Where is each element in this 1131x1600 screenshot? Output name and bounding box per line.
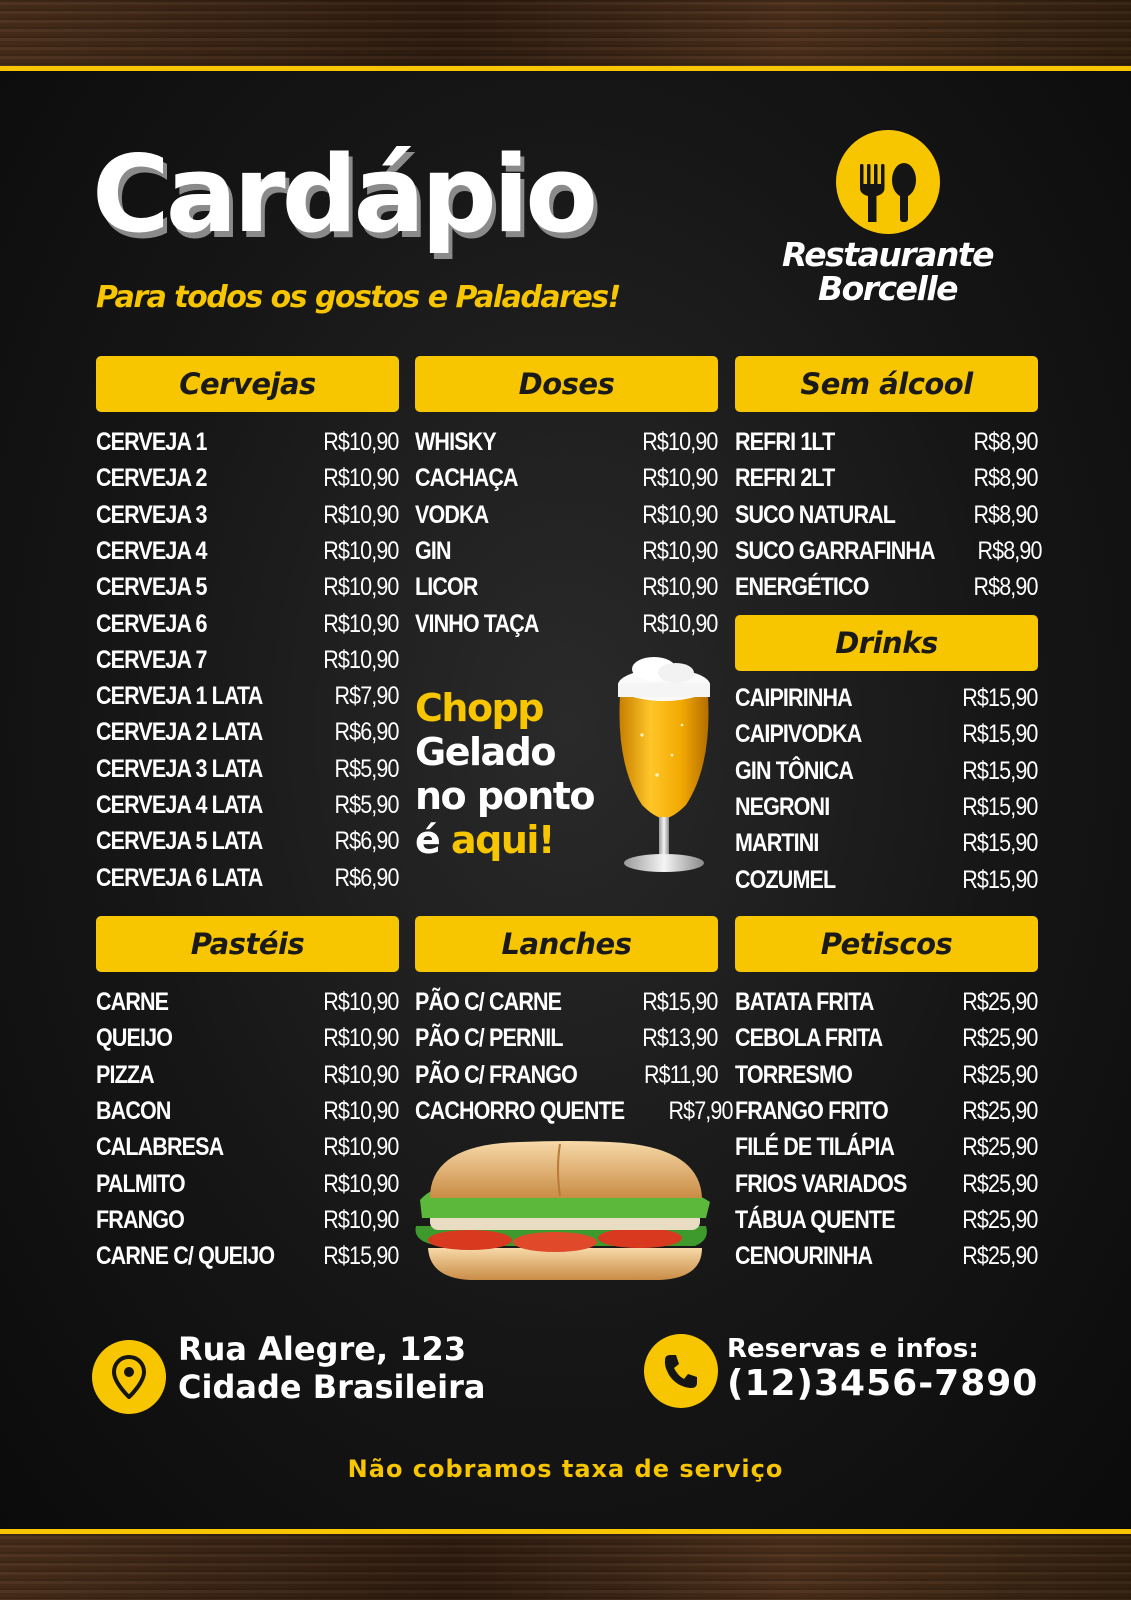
menu-item-price: R$7,90 — [334, 681, 399, 710]
menu-item-price: R$15,90 — [962, 865, 1038, 894]
menu-item-name: MARTINI — [735, 828, 819, 857]
menu-item-price: R$25,90 — [962, 1023, 1038, 1052]
menu-item-price: R$10,90 — [323, 609, 399, 638]
menu-item — [735, 1129, 1038, 1165]
menu-item-name: CERVEJA 1 — [96, 427, 207, 456]
chopp-promo — [415, 686, 594, 862]
section-header-cervejas: Cervejas — [96, 356, 399, 412]
menu-item-price: R$8,90 — [977, 536, 1042, 565]
menu-item-price: R$10,90 — [323, 1205, 399, 1234]
menu-item-price: R$11,90 — [644, 1060, 718, 1089]
menu-item — [96, 497, 399, 533]
section-header-petiscos: Petiscos — [735, 916, 1038, 972]
menu-item — [96, 1093, 399, 1129]
menu-item-price: R$15,90 — [962, 683, 1038, 712]
menu-item-name: CERVEJA 3 LATA — [96, 754, 263, 783]
menu-item-price: R$10,90 — [323, 536, 399, 565]
menu-item — [96, 860, 399, 896]
menu-item-price: R$25,90 — [962, 1241, 1038, 1270]
menu-item-name: QUEIJO — [96, 1023, 173, 1052]
menu-item — [96, 1057, 399, 1093]
menu-item — [96, 1020, 399, 1056]
menu-item — [96, 424, 399, 460]
menu-item-name: CERVEJA 2 LATA — [96, 717, 263, 746]
menu-item — [96, 1238, 399, 1274]
menu-item-name: CERVEJA 2 — [96, 463, 207, 492]
menu-item-price: R$25,90 — [962, 987, 1038, 1016]
menu-item — [735, 1238, 1038, 1274]
menu-item — [96, 714, 399, 750]
menu-item-price: R$8,90 — [973, 427, 1038, 456]
menu-item — [96, 787, 399, 823]
menu-item — [96, 751, 399, 787]
menu-item-name: REFRI 2LT — [735, 463, 835, 492]
section-header-sem-alcool: Sem álcool — [735, 356, 1038, 412]
menu-item-price: R$10,90 — [323, 1132, 399, 1161]
menu-item-name: FRANGO — [96, 1205, 185, 1234]
contact-label: Reservas e infos: — [727, 1334, 979, 1364]
menu-item — [96, 569, 399, 605]
section-header-lanches: Lanches — [415, 916, 718, 972]
promo-line-1: Chopp — [415, 686, 543, 730]
menu-item-name: CENOURINHA — [735, 1241, 873, 1270]
menu-item-price: R$8,90 — [973, 500, 1038, 529]
menu-item-name: GIN — [415, 536, 451, 565]
menu-item-price: R$15,90 — [962, 828, 1038, 857]
menu-item-name: CERVEJA 4 LATA — [96, 790, 263, 819]
menu-item-price: R$7,90 — [668, 1096, 733, 1125]
menu-item-name: COZUMEL — [735, 865, 836, 894]
menu-item-price: R$25,90 — [962, 1205, 1038, 1234]
menu-item-price: R$10,90 — [323, 1060, 399, 1089]
menu-item-name: REFRI 1LT — [735, 427, 835, 456]
menu-item-price: R$10,90 — [323, 427, 399, 456]
menu-item — [96, 1202, 399, 1238]
menu-item-price: R$15,90 — [323, 1241, 399, 1270]
menu-item — [735, 825, 1038, 861]
menu-item — [415, 1093, 733, 1129]
menu-item — [415, 533, 718, 569]
menu-item-price: R$10,90 — [323, 500, 399, 529]
menu-item-price: R$10,90 — [323, 572, 399, 601]
menu-item-price: R$15,90 — [962, 756, 1038, 785]
address-line-2: Cidade Brasileira — [178, 1368, 486, 1406]
section-header-pasteis: Pastéis — [96, 916, 399, 972]
menu-item-price: R$15,90 — [962, 719, 1038, 748]
menu-item — [415, 1057, 718, 1093]
menu-item-price: R$25,90 — [962, 1169, 1038, 1198]
menu-item-price: R$8,90 — [973, 572, 1038, 601]
menu-item-price: R$10,90 — [323, 1023, 399, 1052]
menu-item-name: GIN TÔNICA — [735, 756, 854, 785]
page-title: Cardápio — [92, 133, 595, 256]
menu-item-name: WHISKY — [415, 427, 496, 456]
menu-item-price: R$6,90 — [334, 717, 399, 746]
menu-item-name: CAIPIVODKA — [735, 719, 862, 748]
menu-item-name: CARNE — [96, 987, 169, 1016]
menu-item — [96, 460, 399, 496]
menu-item-price: R$10,90 — [642, 536, 718, 565]
menu-item-price: R$6,90 — [334, 863, 399, 892]
menu-item-name: SUCO NATURAL — [735, 500, 896, 529]
menu-item-price: R$13,90 — [642, 1023, 718, 1052]
menu-item-name: PÃO C/ PERNIL — [415, 1023, 563, 1052]
menu-item — [96, 678, 399, 714]
menu-item — [96, 606, 399, 642]
menu-item-name: PIZZA — [96, 1060, 154, 1089]
menu-item-name: CERVEJA 7 — [96, 645, 207, 674]
menu-item-price: R$10,90 — [642, 500, 718, 529]
menu-item-name: PÃO C/ CARNE — [415, 987, 562, 1016]
menu-item-name: FILÉ DE TILÁPIA — [735, 1132, 895, 1161]
menu-item-name: BACON — [96, 1096, 171, 1125]
address-line-1: Rua Alegre, 123 — [178, 1330, 467, 1368]
menu-item-name: CARNE C/ QUEIJO — [96, 1241, 275, 1270]
menu-item — [735, 680, 1038, 716]
menu-item — [96, 1129, 399, 1165]
menu-item-name: CERVEJA 5 — [96, 572, 207, 601]
menu-item-price: R$25,90 — [962, 1060, 1038, 1089]
menu-item-name: CERVEJA 6 — [96, 609, 207, 638]
menu-item-name: CERVEJA 3 — [96, 500, 207, 529]
address — [178, 1330, 486, 1406]
menu-item-name: PALMITO — [96, 1169, 185, 1198]
menu-item-name: CALABRESA — [96, 1132, 224, 1161]
menu-item-name: CACHORRO QUENTE — [415, 1096, 625, 1125]
menu-item — [415, 460, 718, 496]
menu-item — [96, 984, 399, 1020]
menu-item — [96, 1166, 399, 1202]
menu-item-price: R$10,90 — [323, 1096, 399, 1125]
menu-item — [96, 533, 399, 569]
promo-line-3: no ponto — [415, 774, 595, 818]
service-notice: Não cobramos taxa de serviço — [347, 1455, 784, 1483]
menu-item — [415, 424, 718, 460]
menu-item-price: R$8,90 — [973, 463, 1038, 492]
brand-name — [760, 235, 1015, 308]
menu-item-price: R$25,90 — [962, 1096, 1038, 1125]
wood-frame-bottom — [0, 1534, 1131, 1600]
menu-item — [735, 1020, 1038, 1056]
menu-item — [415, 606, 718, 642]
phone-icon — [644, 1334, 718, 1408]
phone-number[interactable]: (12)3456-7890 — [727, 1363, 1039, 1404]
menu-item — [735, 1202, 1038, 1238]
wood-frame-top — [0, 0, 1131, 66]
menu-item-price: R$5,90 — [334, 754, 399, 783]
section-header-drinks: Drinks — [735, 615, 1038, 671]
menu-item-price: R$10,90 — [642, 463, 718, 492]
menu-item-name: NEGRONI — [735, 792, 830, 821]
menu-item — [415, 1020, 718, 1056]
menu-item-price: R$15,90 — [642, 987, 718, 1016]
menu-item — [96, 823, 399, 859]
menu-item-price: R$10,90 — [323, 1169, 399, 1198]
menu-item — [735, 1093, 1038, 1129]
promo-line-4-highlight: aqui! — [451, 818, 554, 862]
location-pin-icon — [92, 1340, 166, 1414]
menu-item-price: R$10,90 — [323, 463, 399, 492]
menu-item-name: LICOR — [415, 572, 478, 601]
menu-item — [735, 569, 1038, 605]
menu-item-name: CERVEJA 1 LATA — [96, 681, 263, 710]
menu-item — [735, 497, 1038, 533]
menu-item-name: CERVEJA 6 LATA — [96, 863, 263, 892]
brand-line-2: Borcelle — [817, 269, 958, 308]
menu-item — [735, 753, 1038, 789]
menu-item — [735, 984, 1038, 1020]
menu-item-name: PÃO C/ FRANGO — [415, 1060, 578, 1089]
menu-item-name: TORRESMO — [735, 1060, 852, 1089]
menu-item-name: CEBOLA FRITA — [735, 1023, 883, 1052]
promo-line-4-prefix: é — [415, 818, 440, 862]
menu-item — [735, 789, 1038, 825]
sandwich-image — [410, 1138, 720, 1292]
menu-item — [96, 642, 399, 678]
menu-item-price: R$10,90 — [642, 572, 718, 601]
menu-item-name: VINHO TAÇA — [415, 609, 539, 638]
menu-item-price: R$10,90 — [323, 987, 399, 1016]
menu-item-name: CAIPIRINHA — [735, 683, 852, 712]
beer-glass-image — [612, 655, 716, 889]
menu-item-name: CERVEJA 4 — [96, 536, 207, 565]
section-header-doses: Doses — [415, 356, 718, 412]
menu-item — [735, 1057, 1038, 1093]
menu-item-price: R$10,90 — [642, 427, 718, 456]
brand-line-1: Restaurante — [781, 235, 994, 274]
menu-item-name: VODKA — [415, 500, 489, 529]
menu-item — [735, 424, 1038, 460]
menu-item-name: CERVEJA 5 LATA — [96, 826, 263, 855]
promo-line-2: Gelado — [415, 730, 555, 774]
menu-item-name: FRANGO FRITO — [735, 1096, 888, 1125]
menu-item — [735, 1166, 1038, 1202]
menu-item — [735, 460, 1038, 496]
page-subtitle: Para todos os gostos e Paladares! — [96, 280, 620, 315]
menu-item — [735, 716, 1038, 752]
menu-item-name: BATATA FRITA — [735, 987, 874, 1016]
menu-item-name: TÁBUA QUENTE — [735, 1205, 895, 1234]
menu-item-name: ENERGÉTICO — [735, 572, 869, 601]
menu-item — [415, 569, 718, 605]
menu-item-price: R$5,90 — [334, 790, 399, 819]
menu-item — [415, 984, 718, 1020]
menu-item-price: R$10,90 — [642, 609, 718, 638]
menu-item — [415, 497, 718, 533]
menu-item-name: SUCO GARRAFINHA — [735, 536, 935, 565]
menu-item-name: FRIOS VARIADOS — [735, 1169, 907, 1198]
menu-item-price: R$10,90 — [323, 645, 399, 674]
fork-spoon-icon — [836, 130, 940, 234]
menu-item — [735, 862, 1038, 898]
menu-item-name: CACHAÇA — [415, 463, 518, 492]
menu-item-price: R$25,90 — [962, 1132, 1038, 1161]
menu-item-price: R$15,90 — [962, 792, 1038, 821]
menu-item-price: R$6,90 — [334, 826, 399, 855]
menu-item — [735, 533, 1042, 569]
